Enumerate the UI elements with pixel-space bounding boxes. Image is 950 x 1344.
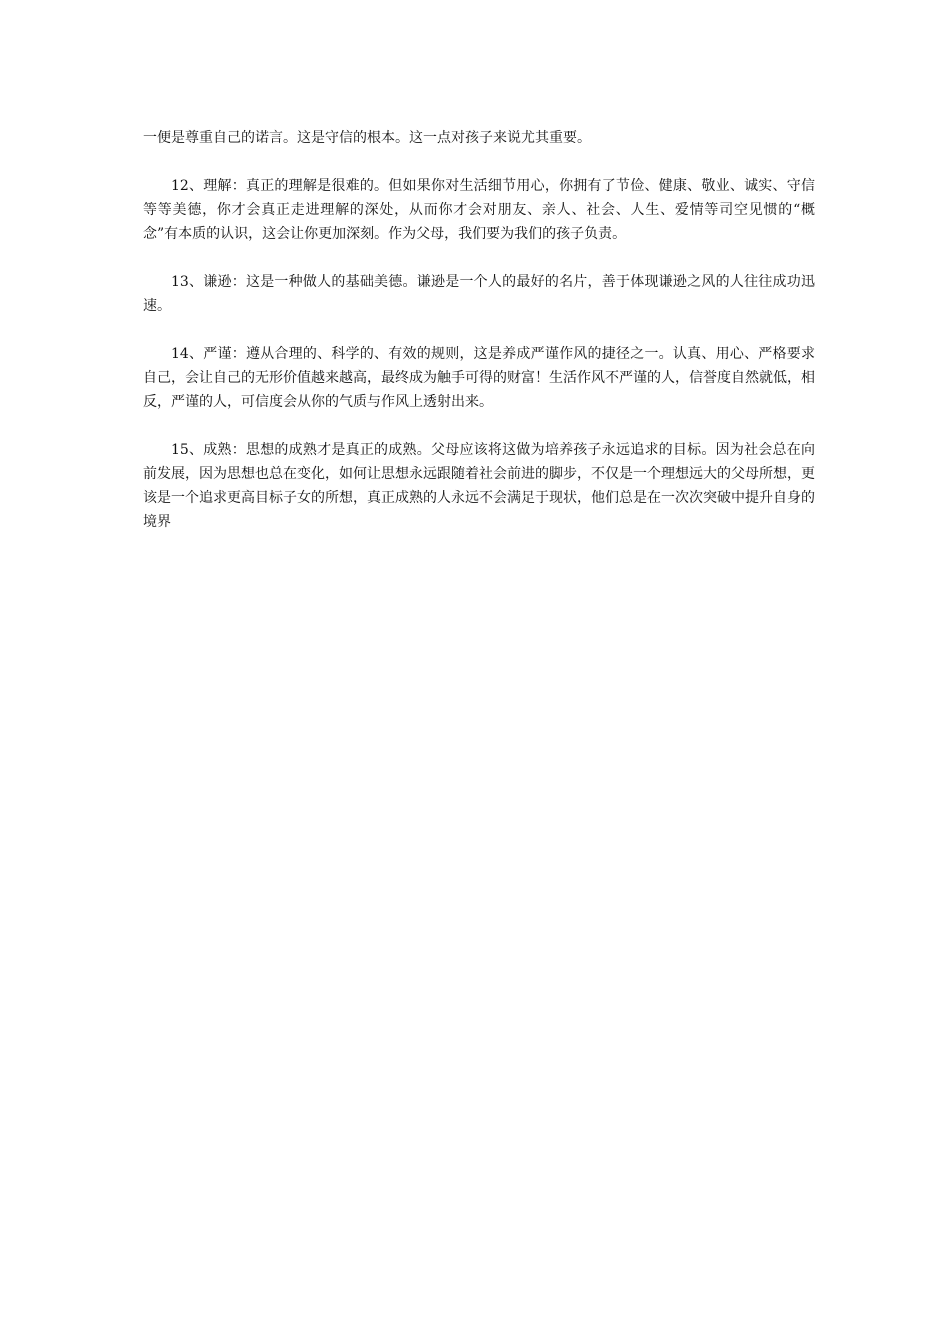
document-body bbox=[143, 126, 815, 534]
paragraph-rigor: 14、严谨：遵从合理的、科学的、有效的规则，这是养成严谨作风的捷径之一。认真、用心、严格要求自己，会让自己的无形价值越来越高，最终成为触手可得的财富！生活作风不严谨的人，信誉度自然就低，相反，严谨的人，可信度会从你的气质与作风上透射出来。 bbox=[143, 346, 815, 410]
paragraph-understanding: 12、理解：真正的理解是很难的。但如果你对生活细节用心，你拥有了节俭、健康、敬业、诚实、守信等等美德，你才会真正走进理解的深处，从而你才会对朋友、亲人、社会、人生、爱情等司空见惯的“概念”有本质的认识，这会让你更加深刻。作为父母，我们要为我们的孩子负责。 bbox=[143, 178, 815, 242]
paragraph-continuation: 一便是尊重自己的诺言。这是守信的根本。这一点对孩子来说尤其重要。 bbox=[143, 130, 591, 146]
paragraph-modesty: 13、谦逊：这是一种做人的基础美德。谦逊是一个人的最好的名片，善于体现谦逊之风的人往往成功迅速。 bbox=[143, 274, 815, 314]
paragraph-maturity: 15、成熟：思想的成熟才是真正的成熟。父母应该将这做为培养孩子永远追求的目标。因为社会总在向前发展，因为思想也总在变化，如何让思想永远跟随着社会前进的脚步，不仅是一个理想远大的父母所想，更该是一个追求更高目标子女的所想，真正成熟的人永远不会满足于现状，他们总是在一次次突破中提升自身的境界 bbox=[143, 442, 815, 530]
